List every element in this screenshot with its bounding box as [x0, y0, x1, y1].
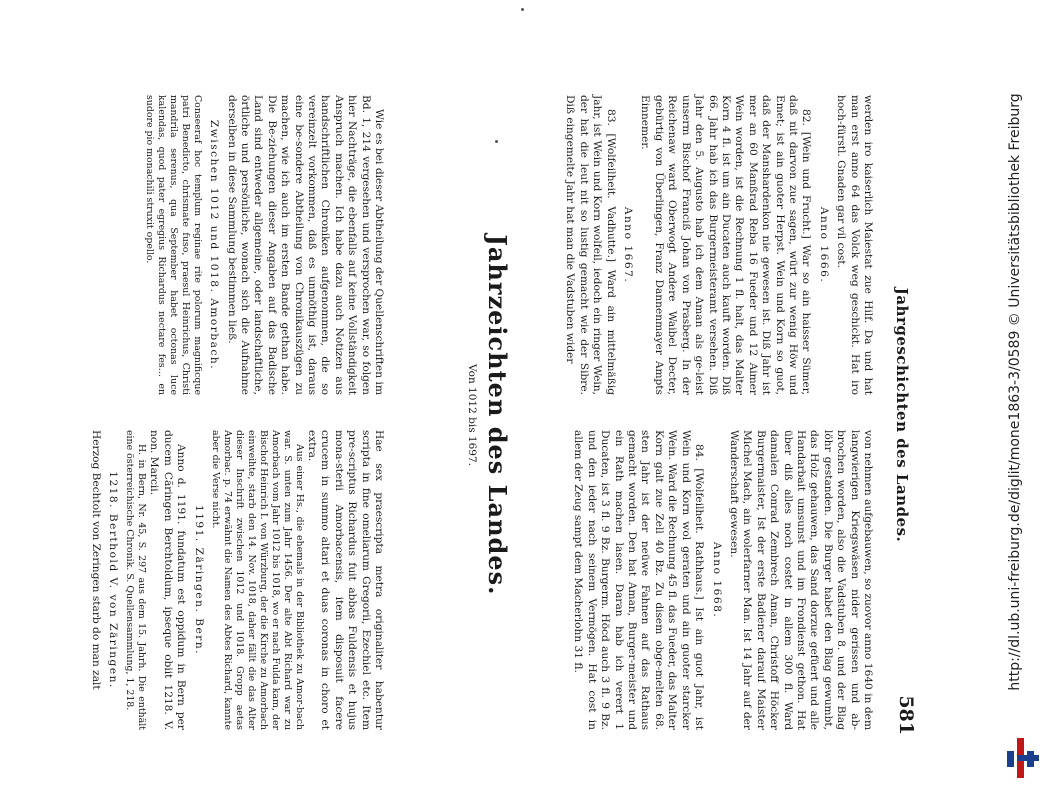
- column-left-top: [563, 95, 874, 395]
- paragraph: Herzog Bechtolt von Zeringen starb do man zalt: [89, 430, 102, 690]
- paragraph: Anno d. 1191. fundatum est oppidum in Bern per ducem Căringen Berchtoldum, ipseque obiit 1218. V. non. Marcii.: [148, 430, 188, 730]
- column-right-top: [571, 430, 874, 730]
- year-heading: Anno 1668.: [710, 541, 723, 619]
- footnote: Aus einer Hs., die ehemals in der Bibliothek zu Amor-bach war. S. unten zum Jahr 1456. Der alte Abt Richard war zu Amorbach vom Jahr 1012 bis 1018, wo er nach Fulda kam, der Bischof Heinrich I. von Würzburg, der die Kirche zu Amorbach einweihte, starb den 14. Nov. 1018, daher fällt die das Alter dieser Inschrift zwischen 1012 und 1018. Gropp aetas Amorbac. p. 74 erwähnt die Namen des Abtes Richard, kannte aber die Verse nicht.: [209, 430, 305, 730]
- latin-verse: Conseeraf hoc templum reginae rite polorum magnificque patri Benedicto, chrismate fuso, praesul Heinrichus, Christi mandrila serenus, qua September habet octonas luce kalendas, quod pater egregius Richardus nectare fes… en sudore pio monachili struxit opello.: [143, 95, 203, 395]
- section-title: Jahrzeichten des Landes.: [483, 234, 512, 596]
- paragraph: Wie es bei dieser Abtheilung der Quellenschriften im Bd. 1, 214 vergesehen und versprochen war, so folgen hier Nachträge, die ebenfalls auf keine Vollständigkeit Anspruch machen. Ich habe dazu auch Notizen aus handschriftlichen Chroniken aufgenommen, die so vereinzelt vorkommen, daß es unmöthig ist, daraus eine be-sondere Abtheilung von Chronikauszügen zu machen, wie ich auch im ersten Bande gethan habe. Die Be-ziehungen dieser Angaben auf das Badische Land sind entweder allgemeine, oder landschaftliche, örtliche und persönliche, wonach sich die Aufnahme derselben in diese Sammlung bestimmen ließ.: [225, 95, 385, 395]
- library-sidebar: [980, 0, 1050, 789]
- column-left-bottom: [143, 95, 385, 395]
- paragraph: werden iro kaiserlich Maiestat zue Hilf. Da und hat man erst anno 64 das Volck weg geschickt. Hat iro hoch-fürstl. Gnaden gar vil cost.: [835, 95, 874, 395]
- entry-heading: Zwischen 1012 und 1018. Amorbach.: [208, 119, 221, 371]
- entry-heading: 1191. Zäringen. Bern.: [192, 504, 205, 656]
- running-head-title: Jahrgeschichten des Landes.: [893, 287, 911, 543]
- paragraph: Hae sex praescripta metra originaliter habentur scripta in fine omeliarum Gregorii, Ezechiel etc. Item pre-scriptus Richardus fuit abbas Fuldensis et hujus mona-sterii Amorbacensis, item disposuit facere crucem in summo altari et duas coronas in choro et extra.: [305, 430, 385, 730]
- speck: [495, 140, 498, 143]
- page-number: 581: [895, 695, 917, 735]
- source-url-text[interactable]: http://dl.ub.uni-freiburg.de/diglit/mone1863-3/0589 © Universitätsbibliothek Freiburg: [1007, 93, 1023, 691]
- paragraph: von nehmen aufgebauwen, so zuovor anno 1640 in dem langwierigen Kriegswäsen nider gerissen und ab-brochen worden, also die Vadstuben 8. und der Blag löhr gestanden. Die Burger habet den Blag gewumbt, das Holz gehauwen, das Sand dorzue gefüert und alle Handarbait umsunst und im Frondienst gethon. Hat über diß alles noch costet in allem 300 fl. Ward damalen Conrad Zembrech Aman, Christoff Höcker Burgermaister, Ist der erste Badiener darauf Maister Michel Mach, ain wolerfarner Man. Ist 14 Jahr auf der Wanderschaft gewesen.: [727, 430, 874, 730]
- paragraph: 83. [Wolfeilheit. Vadhutte.] Ward ain mittelmäßig Jahr, ist Wein und Korn wolfeil, iedoch ein ringer Wein, der hat die leut nit so lustig gemacht wie der Sibre. Diß eingemelte Jahr hat man die Vadstuben wider: [564, 95, 617, 395]
- speck: [521, 8, 524, 11]
- paragraph: 84. [Wolfeilheit. Rathhaus.] Ist ain guot Jahr, ist Wein und Korn wol geraten und ain guoter starcker Wein. Ward die Rechnung 45 fl. das Fueder, das Malter Korn galt zue Zell 40 Bz. Zu disem obge-melten 68. sten Jahr ist der neüwe Fahnen auf das Rathaus gemacht worden. Den hat Aman, Burger-meister und ein Rath machen lasen. Daran hab ich verert 1 Ducaten, ist 3 fl. 9 Bz. Burgerm. Höcd auch 3 fl. 9 Bz. und den ieder nach seinem Vermögen. Hat cost in allem der Zeug sampt dem Macherlohn 31 fl.: [572, 430, 706, 730]
- section-subtitle: Von 1012 bis 1697.: [466, 364, 478, 466]
- entry-heading: 1218. Berthold V. von Zäringen.: [106, 471, 119, 689]
- footnote: H. in Bern, Nr. 45, S. 297 aus dem 15. Jahrh. Die enthält eine österreichische Chronik. S. Quellensammlung, 1, 218.: [123, 430, 147, 730]
- running-head: [884, 95, 917, 735]
- library-logo-icon: [1003, 738, 1043, 778]
- section-heading: [465, 95, 512, 735]
- column-right-bottom: [88, 430, 385, 730]
- year-heading: Anno 1667.: [622, 206, 635, 284]
- paragraph: 82. [Wein und Frucht.] War so ain haisser Sümer, daß nit darvon zue sagen, würt zur wenig Höw und Emet; ist ain guoter Herpst. Wein und Korn so guot, daß der Manshardenkon nie gewesen ist. Diß Jahr ist mer an 60 Manßrad Reba 16 Fueder und 12 Aimer Wein worden, ist die Rechnung 1 fl. halt, das Malter Korn 4 fl. ist um ain Ducaten auch kauft worden. Diß 66. Jahr hab ich das Burgermeisteramt versehen. Diß Jahr den 5. Augusto hab ich dem Aman als ge-leist unserm Bischof Franciß Johan von Prasberg. In der Reichenaw ward Oberwogt Andere Waibel Decter, gebürtig von Überlingen, Franz Dannenmayer Ampts Einnemer.: [639, 95, 813, 395]
- year-heading: Anno 1666.: [817, 206, 830, 284]
